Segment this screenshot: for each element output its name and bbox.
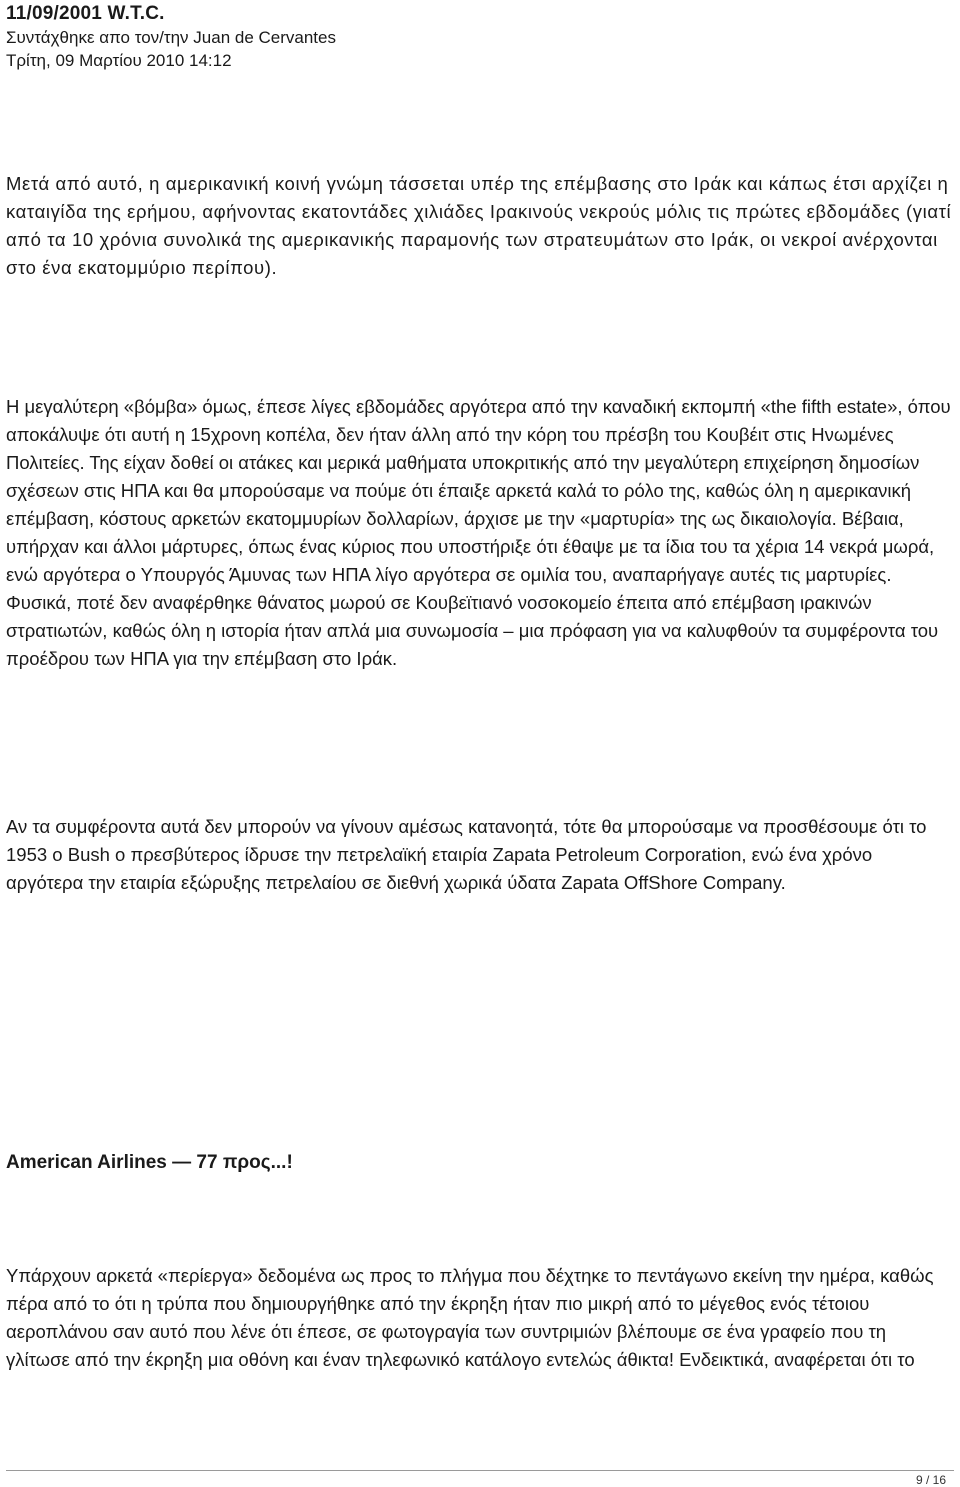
- section-heading: American Airlines — 77 προς...!: [6, 1152, 293, 1173]
- paragraph-3: Αν τα συμφέροντα αυτά δεν μπορούν να γίνουν αμέσως κατανοητά, τότε θα μπορούσαμε να προσθέσουμε ότι το 1953 ο Bush ο πρεσβύτερος ίδρυσε την πετρελαϊκή εταιρία Zapata Petroleum Corporation, ενώ ένα χρόνο αργότερα την εταιρία εξώρυξης πετρελαίου σε διεθνή χωρικά ύδατα Zapata OffShore Company.: [6, 816, 927, 893]
- document-header: [6, 0, 946, 72]
- author-line: Συντάχθηκε απο τον/την Juan de Cervantes: [6, 28, 336, 47]
- footer-divider: [6, 1470, 954, 1471]
- section-paragraph: Υπάρχουν αρκετά «περίεργα» δεδομένα ως προς το πλήγμα που δέχτηκε το πεντάγωνο εκείνη την ημέρα, καθώς πέρα από το ότι η τρύπα που δημιουργήθηκε από την έκρηξη ήταν πιο μικρή από το μέγεθος ενός τέτοιου αεροπλάνου σαν αυτό που λένε ότι έπεσε, σε φωτογραγία των συντριμιών βλέπουμε σε ένα γραφείο που τη γλίτωσε από την έκρηξη μια οθόνη και έναν τηλεφωνικό κατάλογο εντελώς άθικτα! Ενδεικτικά, αναφέρεται ότι το: [6, 1265, 934, 1370]
- paragraph-2: Η μεγαλύτερη «βόμβα» όμως, έπεσε λίγες εβδομάδες αργότερα από την καναδική εκπομπή «the fifth estate», όπου αποκάλυψε ότι αυτή η 15χρονη κοπέλα, δεν ήταν άλλη από την κόρη του πρέσβη του Κουβέιτ στις Ηνωμένες Πολιτείες. Της είχαν δοθεί οι ατάκες και μερικά μαθήματα υποκριτικής από την μεγαλύτερη επιχείρηση δημοσίων σχέσεων στις ΗΠΑ και θα μπορούσαμε να πούμε ότι έπαιξε αρκετά καλά το ρόλο της, καθώς όλη η αμερικανική επέμβαση, κόστους αρκετών εκατομμυρίων δολλαρίων, άρχισε με την «μαρτυρία» της ως δικαιολογία. Βέβαια, υπήρχαν και άλλοι μάρτυρες, όπως ένας κύριος που υποστήριξε ότι έθαψε με τα ίδια του τα χέρια 14 νεκρά μωρά, ενώ αργότερα ο Υπουργός Άμυνας των ΗΠΑ λίγο αργότερα σε ομιλία του, αναπαρήγαγε αυτές τις μαρτυρίες. Φυσικά, ποτέ δεν αναφέρθηκε θάνατος μωρού σε Κουβεϊτιανό νοσοκομείο έπειτα από επέμβαση ιρακινών στρατιωτών, καθώς όλη η ιστορία ήταν απλά μια συνωμοσία – μια πρόφαση για να καλυφθούν τα συμφέροντα του προέδρου των ΗΠΑ για την επέμβαση στο Ιράκ.: [6, 396, 951, 669]
- paragraph-1: Μετά από αυτό, η αμερικανική κοινή γνώμη τάσσεται υπέρ της επέμβασης στο Ιράκ και κάπως έτσι αρχίζει η καταιγίδα της ερήμου, αφήνοντας εκατοντάδες χιλιάδες Ιρακινούς νεκρούς μόλις τις πρώτες εβδομάδες (γιατί από τα 10 χρόνια συνολικά της αμερικανικής παραμονής των στρατευμάτων στο Ιράκ, οι νεκροί ανέρχονται στο ένα εκατομμύριο περίπου).: [6, 173, 952, 278]
- date-line: Τρίτη, 09 Μαρτίου 2010 14:12: [6, 51, 232, 70]
- document-title: 11/09/2001 W.T.C.: [6, 3, 165, 24]
- page-number: 9 / 16: [915, 1473, 946, 1487]
